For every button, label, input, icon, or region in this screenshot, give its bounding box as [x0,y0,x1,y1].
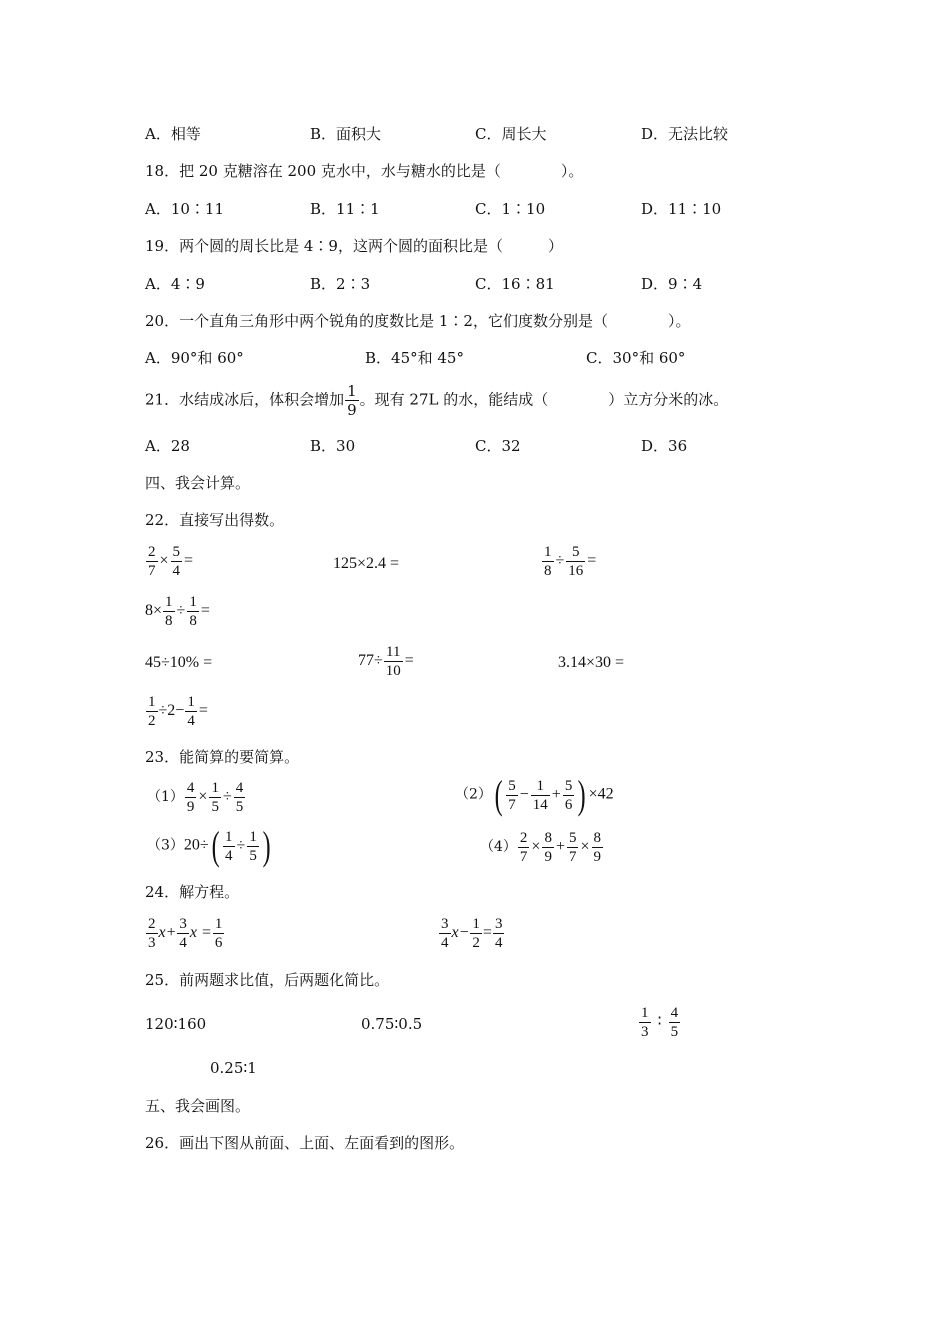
q24-equation-2: $\frac{3}{4}$ x− $\frac{1}{2}$ = $\frac{3}{4}$ [441,916,503,951]
q21-stem-after: 。现有 27L 的水，能结成（ ）立方分米的冰。 [359,390,729,409]
q21-option-d: D．36 [641,437,688,455]
q22-expr-5: 45÷10% = [145,654,213,671]
q18-option-c: C．1∶10 [475,200,546,218]
q24-equation-1: $\frac{2}{3}$ x+ $\frac{3}{4}$ x = $\frac{1}{6}$ [148,916,223,951]
q21-option-a: A．28 [145,437,190,455]
q22-expr-2: 125×2.4 = [333,555,400,572]
q23-problem-2: （2）( $\frac{5}{7}$ − $\frac{1}{14}$ + $\frac{5}{6}$ ) ×42 [455,772,614,817]
q17-option-a: A．相等 [145,125,201,143]
q18-option-a: A．10∶11 [145,200,225,218]
q17-option-b: B．面积大 [310,125,382,143]
q22-expr-3: $\frac{1}{8}$ ÷ $\frac{5}{16}$ = [544,544,597,579]
q20-option-a: A．90°和 60° [145,349,244,367]
q21-option-b: B．30 [310,437,356,455]
q20-option-c: C．30°和 60° [586,349,686,367]
q25-ratio-1: 120∶160 [145,1015,207,1033]
q21-option-c: C．32 [475,437,521,455]
q22-expr-7: 3.14×30 = [558,654,625,671]
q19-option-c: C．16∶81 [475,275,555,293]
q19-stem: 19．两个圆的周长比是 4∶9，这两个圆的面积比是（ ） [145,237,563,255]
q24-stem: 24．解方程。 [145,883,240,901]
q17-option-d: D．无法比较 [641,125,729,143]
q18-option-d: D．11∶10 [641,200,722,218]
q18-option-b: B．11∶1 [310,200,380,218]
section-4-heading: 四、我会计算。 [145,474,251,492]
q19-option-b: B．2∶3 [310,275,371,293]
q20-option-b: B．45°和 45° [365,349,464,367]
q23-problem-1: （1） $\frac{4}{9}$ × $\frac{1}{5}$ ÷ $\frac{4}{5}$ [147,780,244,815]
q23-problem-4: （4） $\frac{2}{7}$ × $\frac{8}{9}$ + $\frac{5}{7}$ × $\frac{8}{9}$ [480,830,602,865]
q21-stem [145,382,728,419]
q20-stem: 20．一个直角三角形中两个锐角的度数比是 1∶2，它们度数分别是（ ）。 [145,312,691,330]
q22-stem: 22．直接写出得数。 [145,511,285,529]
q25-stem: 25．前两题求比值，后两题化简比。 [145,971,390,989]
section-5-heading: 五、我会画图。 [145,1097,251,1115]
q17-option-c: C．周长大 [475,125,547,143]
q21-fraction: $\frac{1}{9}$ [347,382,357,419]
q25-ratio-3: $\frac{1}{3}$ ∶ $\frac{4}{5}$ [641,1005,679,1040]
q25-ratio-2: 0.75∶0.5 [361,1015,423,1033]
q21-stem-before: 21．水结成冰后，体积会增加 [145,390,345,409]
q18-stem: 18．把 20 克糖溶在 200 克水中，水与糖水的比是（ ）。 [145,162,584,180]
q22-expr-6: 77÷ $\frac{11}{10}$ = [358,644,414,679]
q22-expr-8: $\frac{1}{2}$ ÷2− $\frac{1}{4}$ = [148,694,208,729]
q19-option-d: D．9∶4 [641,275,703,293]
q26-stem: 26．画出下图从前面、上面、左面看到的图形。 [145,1134,465,1152]
q22-expr-1: $\frac{2}{7}$ × $\frac{5}{4}$ = [148,544,194,579]
q19-option-a: A．4∶9 [145,275,205,293]
q25-ratio-4: 0.25∶1 [210,1059,257,1077]
q22-expr-4: 8× $\frac{1}{8}$ ÷ $\frac{1}{8}$ = [145,594,210,629]
q23-problem-3: （3）20÷( $\frac{1}{4}$ ÷ $\frac{1}{5}$ ) [147,823,271,868]
q23-stem: 23．能简算的要简算。 [145,748,300,766]
